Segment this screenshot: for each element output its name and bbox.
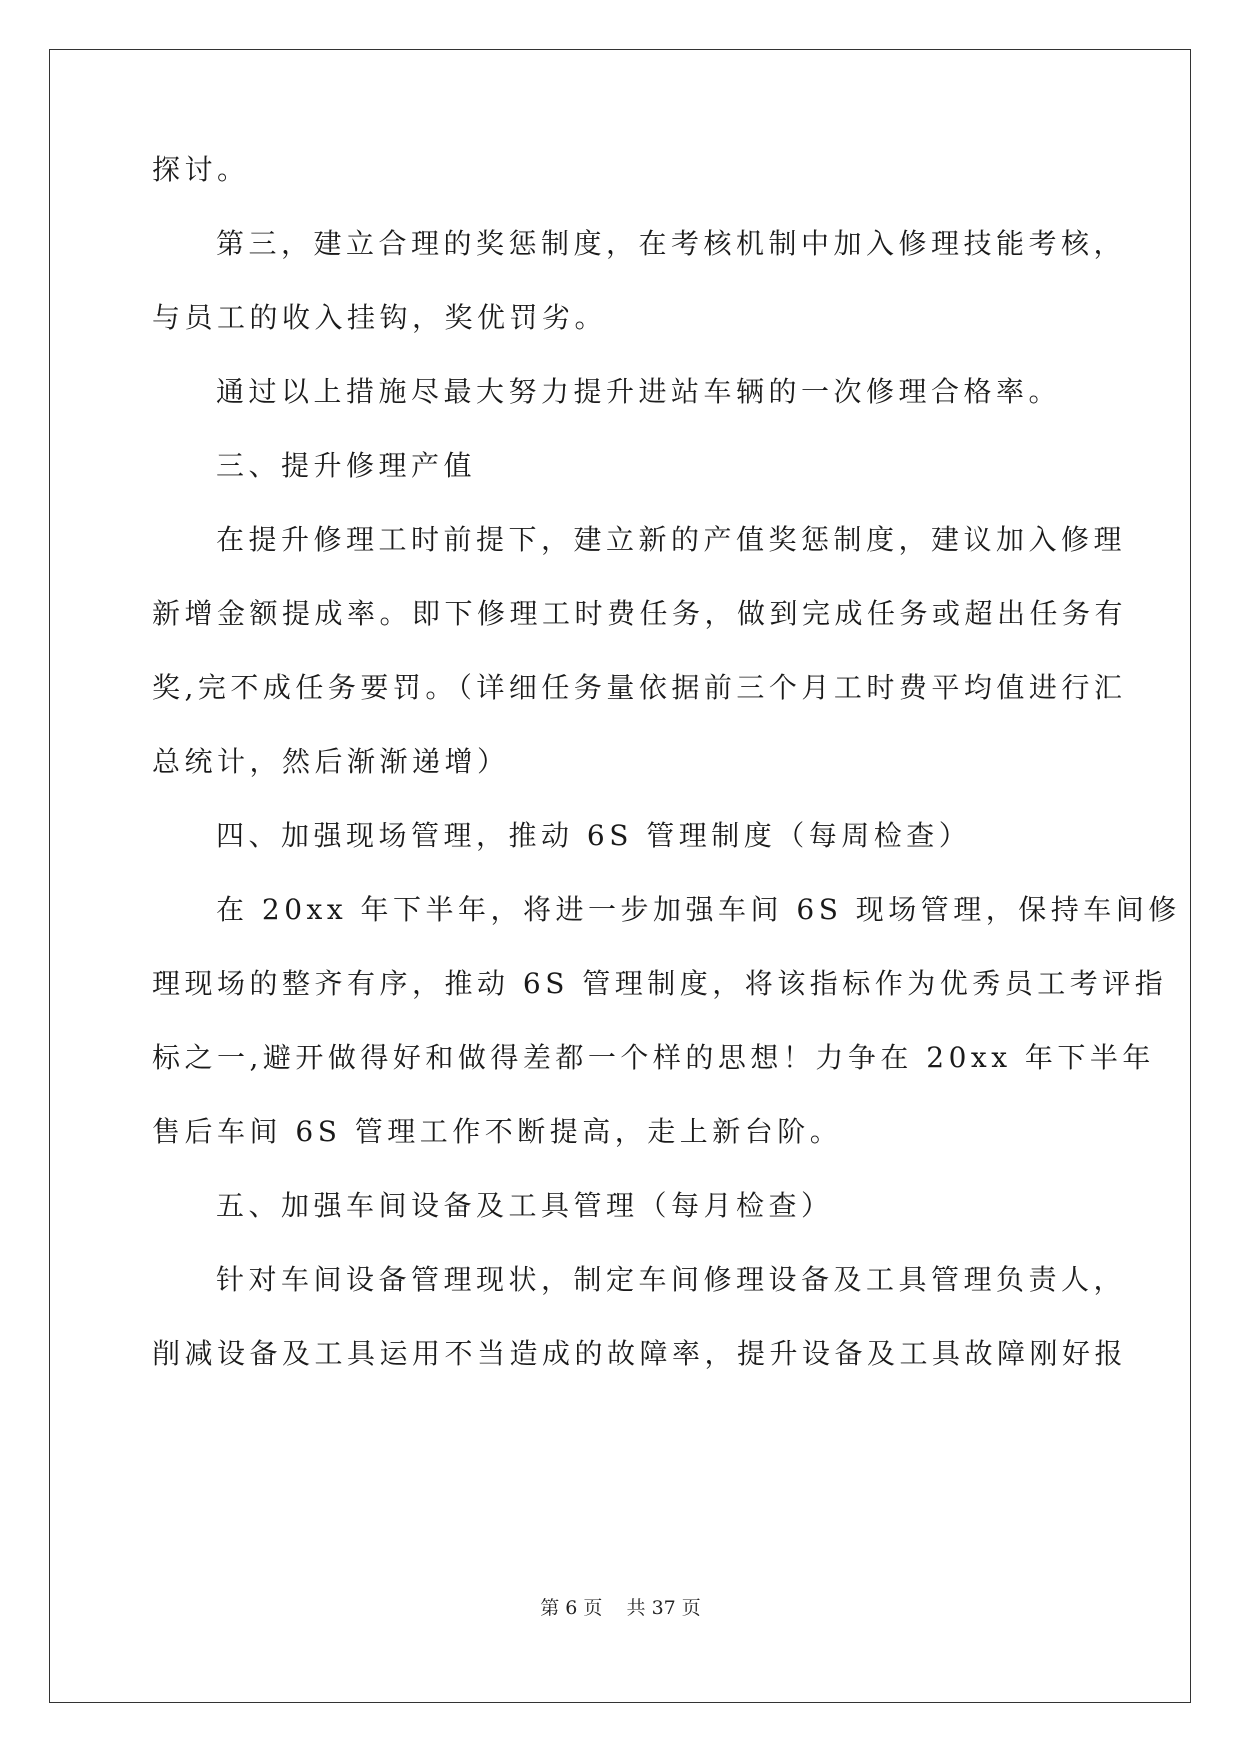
- section-heading: 四、加强现场管理，推动 6S 管理制度（每周检查）: [216, 819, 972, 852]
- page-number-label: 第 6 页 共 37 页: [540, 1597, 701, 1619]
- text-line: 理现场的整齐有序，推动 6S 管理制度，将该指标作为优秀员工考评指: [152, 967, 1168, 1000]
- text-line: 探讨。: [152, 153, 250, 186]
- text-line: 总统计，然后渐渐递增）: [152, 745, 510, 778]
- text-line: 在提升修理工时前提下，建立新的产值奖惩制度，建议加入修理: [216, 523, 1127, 556]
- page-footer: [0, 1596, 1241, 1620]
- text-line: 针对车间设备管理现状，制定车间修理设备及工具管理负责人，: [216, 1263, 1127, 1296]
- section-heading: 三、提升修理产值: [216, 449, 477, 482]
- text-line: 奖,完不成任务要罚。（详细任务量依据前三个月工时费平均值进行汇: [152, 671, 1127, 704]
- text-line: 新增金额提成率。即下修理工时费任务，做到完成任务或超出任务有: [152, 597, 1128, 630]
- text-line: 通过以上措施尽最大努力提升进站车辆的一次修理合格率。: [216, 375, 1062, 408]
- text-line: 与员工的收入挂钩，奖优罚劣。: [152, 301, 608, 334]
- section-heading: 五、加强车间设备及工具管理（每月检查）: [216, 1189, 834, 1222]
- text-line: 标之一,避开做得好和做得差都一个样的思想！力争在 20xx 年下半年: [152, 1041, 1155, 1074]
- text-line: 售后车间 6S 管理工作不断提高，走上新台阶。: [152, 1115, 843, 1148]
- text-line: 削减设备及工具运用不当造成的故障率，提升设备及工具故障刚好报: [152, 1337, 1128, 1370]
- text-line: 在 20xx 年下半年，将进一步加强车间 6S 现场管理，保持车间修: [216, 893, 1181, 926]
- text-line: 第三，建立合理的奖惩制度，在考核机制中加入修理技能考核，: [216, 227, 1127, 260]
